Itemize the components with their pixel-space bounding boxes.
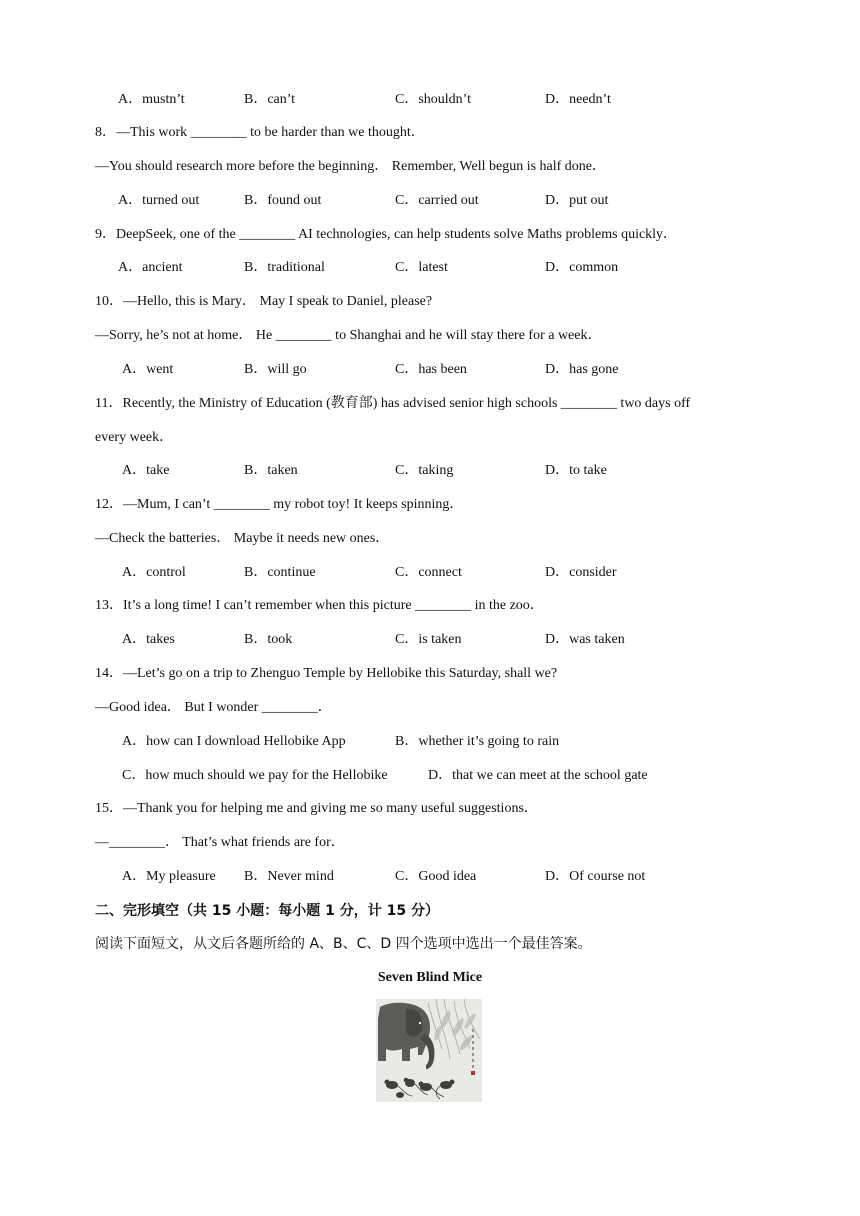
option-a: A．went (122, 362, 174, 377)
option-a: A．take (122, 463, 170, 478)
question-stem: 9．DeepSeek, one of the ________ AI technologies, can help students solve Maths problems quickly． (95, 227, 678, 242)
question-dialogue-line: —Sorry, he’s not at home． He ________ to Shanghai and he will stay there for a week． (95, 328, 602, 343)
elephant-and-mice-illustration (376, 999, 482, 1102)
option-c: C．connect (395, 565, 462, 580)
option-d: D．put out (545, 193, 609, 208)
question-stem: 14．—Let’s go on a trip to Zhenguo Temple by Hellobike this Saturday, shall we? (95, 666, 558, 681)
question-stem: 15．—Thank you for helping me and giving me so many useful suggestions． (95, 801, 538, 816)
option-a: A．how can I download Hellobike App (122, 734, 346, 749)
option-c: C．has been (395, 362, 467, 377)
section-title: 二、完形填空（共 15 小题：每小题 1 分，计 15 分） (95, 903, 439, 919)
question-stem: 11．Recently, the Ministry of Education (教育部) has advised senior high schools ________ two days off (95, 396, 691, 411)
option-b: B．whether it’s going to rain (395, 734, 560, 749)
option-d: D．needn’t (545, 92, 611, 107)
option-d: D．common (545, 260, 619, 275)
option-c: C．Good idea (395, 869, 477, 884)
option-a: A．control (122, 565, 186, 580)
option-b: B．continue (244, 565, 316, 580)
option-d: D．that we can meet at the school gate (428, 768, 648, 783)
option-c: C．is taken (395, 632, 462, 647)
option-b: B．found out (244, 193, 322, 208)
option-c: C．how much should we pay for the Hellobike (122, 768, 388, 783)
option-d: D．has gone (545, 362, 619, 377)
option-d: D．was taken (545, 632, 625, 647)
question-stem: 10．—Hello, this is Mary． May I speak to Daniel, please? (95, 294, 433, 309)
option-d: D．Of course not (545, 869, 646, 884)
question-stem: 12．—Mum, I can’t ________ my robot toy! It keeps spinning． (95, 497, 464, 512)
option-a: A．My pleasure (122, 869, 216, 884)
option-d: D．consider (545, 565, 617, 580)
option-b: B．will go (244, 362, 307, 377)
question-dialogue-line: —________． That’s what friends are for． (95, 835, 345, 850)
option-a: A．turned out (118, 193, 200, 208)
option-a: A．ancient (118, 260, 183, 275)
question-dialogue-line: —You should research more before the beginning． Remember, Well begun is half done． (95, 159, 607, 174)
option-d: D．to take (545, 463, 607, 478)
question-dialogue-line: —Check the batteries． Maybe it needs new ones． (95, 531, 390, 546)
option-b: B．taken (244, 463, 298, 478)
option-b: B．can’t (244, 92, 296, 107)
option-c: C．taking (395, 463, 454, 478)
question-stem-continued: every week． (95, 430, 174, 445)
option-a: A．takes (122, 632, 175, 647)
question-stem: 13．It’s a long time! I can’t remember when this picture ________ in the zoo． (95, 598, 544, 613)
option-c: C．carried out (395, 193, 479, 208)
option-c: C．shouldn’t (395, 92, 471, 107)
option-a: A．mustn’t (118, 92, 185, 107)
option-b: B．Never mind (244, 869, 334, 884)
question-stem: 8．—This work ________ to be harder than we thought． (95, 125, 425, 140)
section-instruction: 阅读下面短文，从文后各题所给的 A、B、C、D 四个选项中选出一个最佳答案。 (95, 936, 592, 952)
option-b: B．traditional (244, 260, 325, 275)
option-c: C．latest (395, 260, 448, 275)
question-dialogue-line: —Good idea． But I wonder ________． (95, 700, 332, 715)
option-b: B．took (244, 632, 293, 647)
story-title: Seven Blind Mice (377, 970, 483, 985)
